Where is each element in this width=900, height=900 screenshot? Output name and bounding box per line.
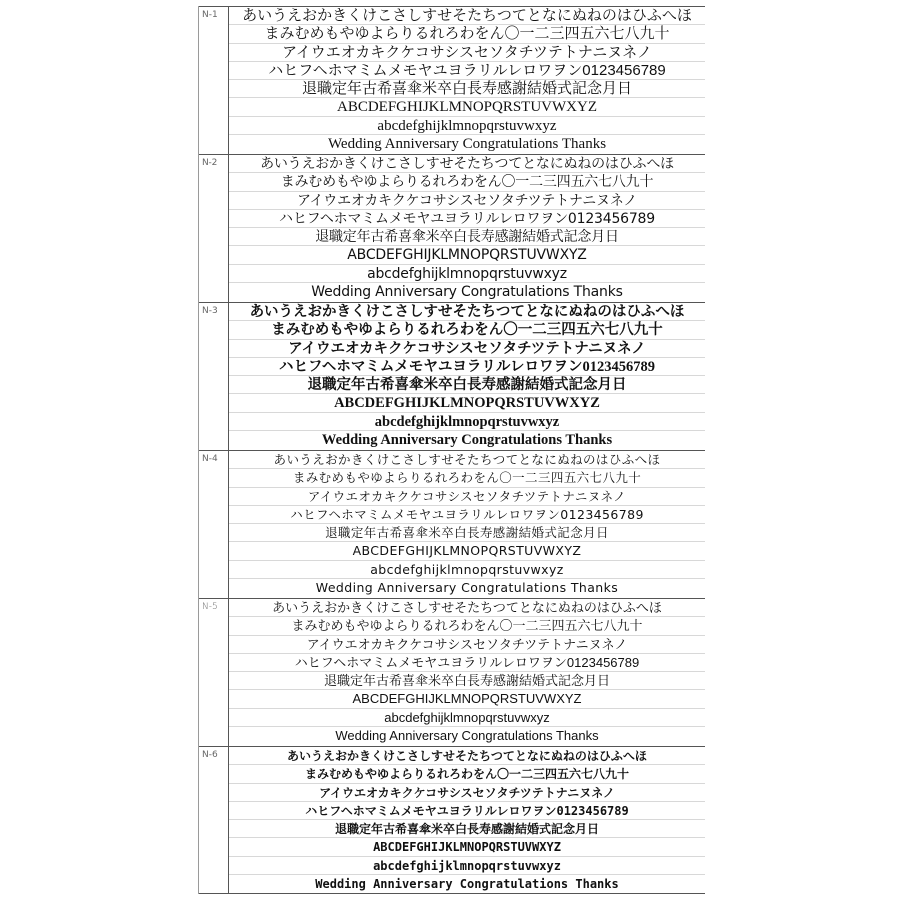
sample-lines [229, 155, 705, 302]
group-label-cell [199, 7, 229, 154]
font-sample-sheet [198, 6, 705, 894]
sample-line-katakana-2: ハヒフヘホマミムメモヤユヨラリルレロワヲン0123456789 [229, 358, 705, 376]
sample-line-hiragana-2: まみむめもやゆよらりるれろわをん〇一二三四五六七八九十 [229, 25, 705, 43]
sample-line-lowercase: abcdefghijklmnopqrstuvwxyz [229, 709, 705, 727]
sample-lines [229, 451, 705, 598]
group-label-cell [199, 155, 229, 302]
sample-line-kanji: 退職定年古希喜傘米卒白長寿感謝結婚式記念月日 [229, 228, 705, 246]
sample-line-hiragana-2: まみむめもやゆよらりるれろわをん〇一二三四五六七八九十 [229, 469, 705, 487]
sample-line-words: Wedding Anniversary Congratulations Thanks [311, 284, 623, 301]
sample-line-lowercase: abcdefghijklmnopqrstuvwxyz [229, 561, 705, 579]
sample-line-hiragana-1: あいうえおかきくけこさしすせそたちつてとなにぬねのはひふへほ [229, 599, 705, 617]
sample-line-lowercase: abcdefghijklmnopqrstuvwxyz [229, 117, 705, 135]
sample-line-words: Wedding Anniversary Congratulations Thanks [321, 432, 613, 449]
sample-line-katakana-1: アイウエオカキクケコサシスセソタチツテトナニヌネノ [229, 784, 705, 802]
sample-line-uppercase: ABCDEFGHIJKLMNOPQRSTUVWXYZ [229, 542, 705, 560]
font-group-n6 [199, 746, 705, 894]
font-group-n3 [199, 302, 705, 450]
sample-line-lowercase: abcdefghijklmnopqrstuvwxyz [229, 413, 705, 431]
sample-lines [229, 599, 705, 746]
sample-line-uppercase: ABCDEFGHIJKLMNOPQRSTUVWXYZ [229, 838, 705, 856]
sample-line-uppercase: ABCDEFGHIJKLMNOPQRSTUVWXYZ [229, 246, 705, 264]
sample-line-katakana-1: アイウエオカキクケコサシスセソタチツテトナニヌネノ [229, 340, 705, 358]
sample-line-katakana-1: アイウエオカキクケコサシスセソタチツテトナニヌネノ [229, 192, 705, 210]
sample-line-katakana-2: ハヒフヘホマミムメモヤユヨラリルレロワヲン0123456789 [229, 506, 705, 524]
sample-line-uppercase: ABCDEFGHIJKLMNOPQRSTUVWXYZ [229, 98, 705, 116]
group-label: N-5 [202, 602, 218, 612]
sample-line-hiragana-1: あいうえおかきくけこさしすせそたちつてとなにぬねのはひふへほ [229, 451, 705, 469]
sample-line-katakana-2: ハヒフヘホマミムメモヤユヨラリルレロワヲン0123456789 [229, 654, 705, 672]
group-label: N-2 [202, 158, 218, 168]
sample-lines [229, 747, 705, 893]
group-label-cell [199, 451, 229, 598]
sample-line-katakana-1: アイウエオカキクケコサシスセソタチツテトナニヌネノ [229, 636, 705, 654]
sample-line-words: Wedding Anniversary Congratulations Thanks [327, 136, 607, 153]
group-label: N-1 [202, 10, 218, 20]
font-group-n5 [199, 598, 705, 746]
sample-line-katakana-2: ハヒフヘホマミムメモヤユヨラリルレロワヲン0123456789 [229, 802, 705, 820]
sample-line-hiragana-1: あいうえおかきくけこさしすせそたちつてとなにぬねのはひふへほ [229, 747, 705, 765]
sample-line-kanji: 退職定年古希喜傘米卒白長寿感謝結婚式記念月日 [229, 672, 705, 690]
font-group-n4 [199, 450, 705, 598]
group-label-cell [199, 303, 229, 450]
sample-line-hiragana-2: まみむめもやゆよらりるれろわをん〇一二三四五六七八九十 [229, 321, 705, 339]
font-group-n2 [199, 154, 705, 302]
group-label: N-3 [202, 306, 218, 316]
group-label-cell [199, 599, 229, 746]
sample-line-kanji: 退職定年古希喜傘米卒白長寿感謝結婚式記念月日 [229, 80, 705, 98]
group-label: N-6 [202, 750, 218, 760]
sample-line-lowercase: abcdefghijklmnopqrstuvwxyz [229, 857, 705, 875]
group-label: N-4 [202, 454, 218, 464]
sample-line-kanji: 退職定年古希喜傘米卒白長寿感謝結婚式記念月日 [229, 376, 705, 394]
sample-line-katakana-2: ハヒフヘホマミムメモヤユヨラリルレロワヲン0123456789 [229, 62, 705, 80]
sample-lines [229, 7, 705, 154]
group-label-cell [199, 747, 229, 893]
sample-line-uppercase: ABCDEFGHIJKLMNOPQRSTUVWXYZ [229, 690, 705, 708]
font-group-n1 [199, 6, 705, 154]
sample-line-uppercase: ABCDEFGHIJKLMNOPQRSTUVWXYZ [229, 394, 705, 412]
sample-line-hiragana-2: まみむめもやゆよらりるれろわをん〇一二三四五六七八九十 [229, 173, 705, 191]
sample-line-kanji: 退職定年古希喜傘米卒白長寿感謝結婚式記念月日 [229, 820, 705, 838]
sample-line-hiragana-1: あいうえおかきくけこさしすせそたちつてとなにぬねのはひふへほ [229, 7, 705, 25]
sample-line-lowercase: abcdefghijklmnopqrstuvwxyz [229, 265, 705, 283]
sample-line-hiragana-1: あいうえおかきくけこさしすせそたちつてとなにぬねのはひふへほ [229, 303, 705, 321]
sample-line-hiragana-1: あいうえおかきくけこさしすせそたちつてとなにぬねのはひふへほ [229, 155, 705, 173]
sample-line-katakana-1: アイウエオカキクケコサシスセソタチツテトナニヌネノ [229, 44, 705, 62]
sample-line-hiragana-2: まみむめもやゆよらりるれろわをん〇一二三四五六七八九十 [229, 765, 705, 783]
sample-line-words: Wedding Anniversary Congratulations Thanks [315, 580, 619, 596]
sample-line-katakana-1: アイウエオカキクケコサシスセソタチツテトナニヌネノ [229, 488, 705, 506]
sample-line-hiragana-2: まみむめもやゆよらりるれろわをん〇一二三四五六七八九十 [229, 617, 705, 635]
sample-line-words: Wedding Anniversary Congratulations Thanks [335, 728, 599, 744]
sample-line-kanji: 退職定年古希喜傘米卒白長寿感謝結婚式記念月日 [229, 524, 705, 542]
sample-lines [229, 303, 705, 450]
sample-line-katakana-2: ハヒフヘホマミムメモヤユヨラリルレロワヲン0123456789 [229, 210, 705, 228]
sample-line-words: Wedding Anniversary Congratulations Thanks [315, 877, 619, 892]
